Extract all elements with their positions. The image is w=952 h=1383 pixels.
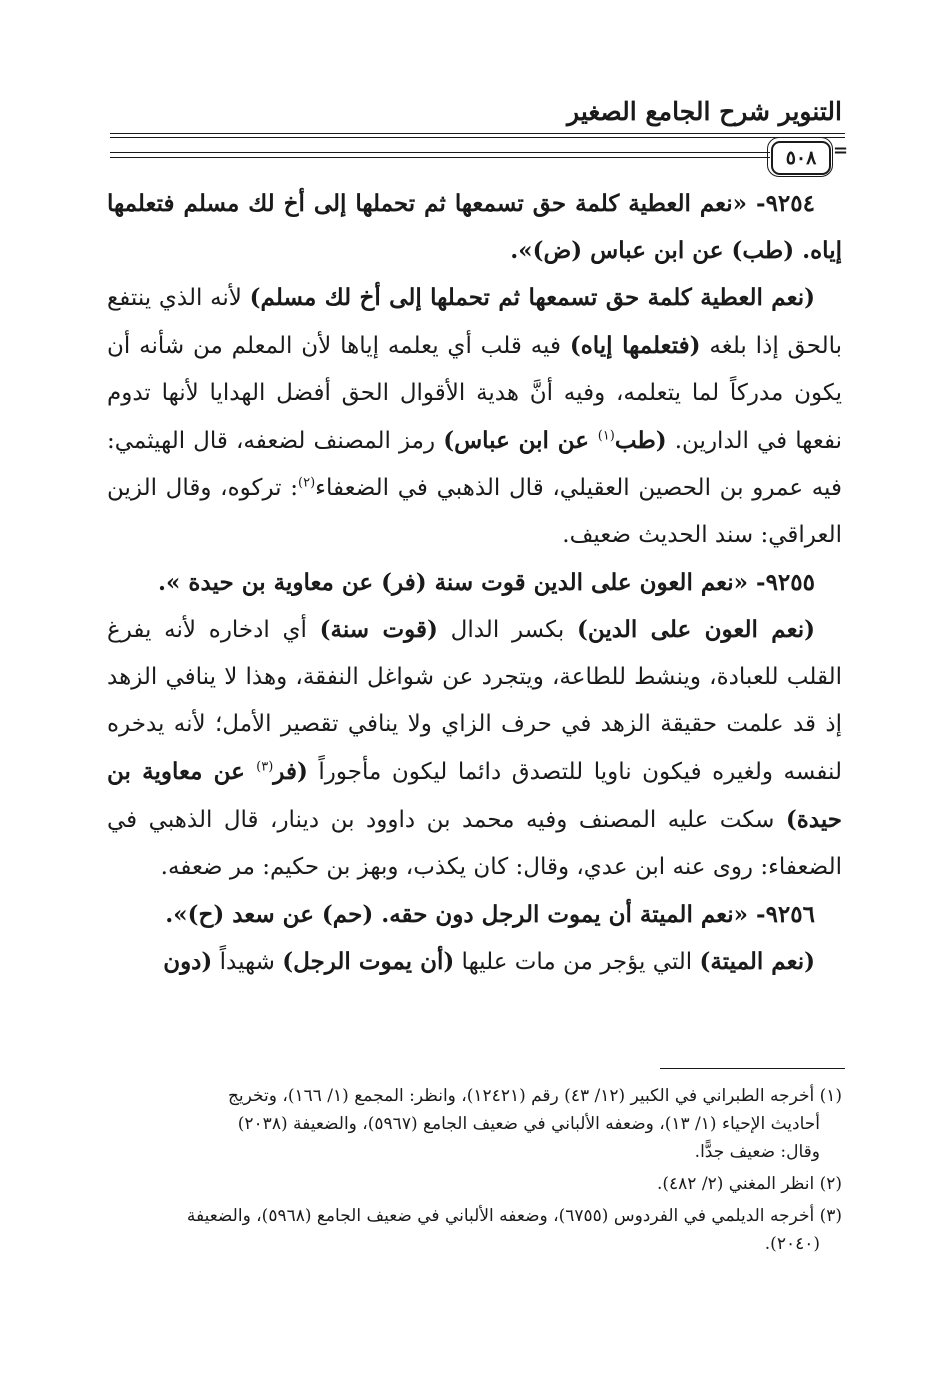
quoted-text: (فتعلمها إياه)	[569, 332, 701, 359]
commentary-text: شهيداً	[212, 949, 283, 975]
footnote-line: (١) أخرجه الطبراني في الكبير (١٢/ ٤٣) رقم (١٢٤٢١)، وانظر: المجمع (١/ ١٦٦)، وتخريج	[227, 1086, 842, 1106]
page-number-rule-1	[110, 152, 770, 153]
page-number-rule-2	[110, 157, 770, 158]
commentary-text: فيه قلب أي يعلمه إياها لأن المعلم من شأنه أن يكون مدركاً لما يتعلمه، وفيه أنَّ هدية الأقوال الحق أفضل الهدايا لأنها تدوم نفعها في الدارين.	[107, 333, 842, 454]
footnote-2	[107, 1170, 842, 1198]
quoted-text: (قوت سنة)	[319, 616, 438, 643]
footnote-ref-3[interactable]: (٣)	[256, 759, 274, 775]
page-number: ٥٠٨	[771, 141, 831, 175]
header-rule-bottom	[110, 137, 845, 138]
commentary-9255	[107, 606, 842, 891]
commentary-text: التي يؤجر من مات عليها	[454, 949, 700, 975]
footnote-separator	[660, 1068, 845, 1069]
quoted-text: (دون	[163, 948, 213, 975]
header-rule-top	[110, 133, 845, 134]
commentary-text: رمز المصنف لضعفه، قال الهيثمي: فيه عمرو بن الحصين العقيلي، قال الذهبي في الضعفاء	[107, 428, 842, 501]
footnotes	[107, 1082, 842, 1262]
footnote-ref-1[interactable]: (١)	[597, 428, 615, 444]
footnote-line: (٢٠٤٠).	[764, 1234, 820, 1254]
hadith-9255: ٩٢٥٥- «نعم العون على الدين قوت سنة (فر) عن معاوية بن حيدة ».	[158, 569, 815, 596]
quoted-text: (طب	[614, 427, 667, 454]
commentary-text: لأنه الذي ينتفع بالحق إذا بلغه	[107, 285, 842, 359]
quoted-text: (أن يموت الرجل)	[282, 948, 455, 975]
commentary-9254	[107, 274, 842, 559]
quoted-text: (نعم الميتة)	[699, 948, 815, 975]
commentary-9256	[107, 938, 842, 986]
footnote-ref-2[interactable]: (٢)	[298, 475, 316, 491]
main-text	[107, 180, 842, 986]
hadith-9254: ٩٢٥٤- «نعم العطية كلمة حق تسمعها ثم تحملها إلى أخ لك مسلم فتعلمها إياه. (طب) عن ابن عباس (ض)».	[107, 190, 842, 264]
commentary-text: أي ادخاره لأنه يفرغ القلب للعبادة، وينشط للطاعة، ويتجرد عن شواغل النفقة، وهذا لا ينافي الزهد إذ قد علمت حقيقة الزهد في حرف الزاي ولا ينافي تقصير الأمل؛ لأنه يدخره لنفسه ولغيره فيكون ناويا للتصدق دائما ليكون مأجوراً	[107, 617, 842, 785]
footnote-1	[107, 1082, 842, 1166]
quoted-text: عن معاوية بن حيدة)	[107, 758, 842, 833]
quoted-text: (فر	[273, 758, 308, 785]
footnote-3	[107, 1202, 842, 1258]
quoted-text: عن ابن عباس)	[443, 427, 598, 454]
quoted-text: (نعم العطية كلمة حق تسمعها ثم تحملها إلى أخ لك مسلم)	[249, 284, 815, 311]
quoted-text: (نعم العون على الدين)	[576, 616, 815, 643]
footnote-line: وقال: ضعيف جدًّا.	[694, 1142, 820, 1162]
footnote-line: (٣) أخرجه الديلمي في الفردوس (٦٧٥٥)، وضعفه الألباني في ضعيف الجامع (٥٩٦٨)، والضعيفة	[186, 1206, 842, 1226]
commentary-text: : تركوه، وقال الزين العراقي: سند الحديث ضعيف.	[107, 475, 842, 548]
running-title: التنوير شرح الجامع الصغير	[567, 97, 842, 126]
page-number-ornament: =	[833, 140, 849, 161]
hadith-9256: ٩٢٥٦- «نعم الميتة أن يموت الرجل دون حقه. (حم) عن سعد (ح)».	[165, 901, 815, 928]
commentary-text: سكت عليه المصنف وفيه محمد بن داوود بن دينار، قال الذهبي في الضعفاء: روى عنه ابن عدي، وقال: كان يكذب، وبهز بن حكيم: مر ضعفه.	[107, 807, 842, 880]
commentary-text: بكسر الدال	[437, 617, 577, 643]
footnote-line: أحاديث الإحياء (١/ ١٣)، وضعفه الألباني في ضعيف الجامع (٥٩٦٧)، والضعيفة (٢٠٣٨)	[237, 1114, 820, 1134]
footnote-line: (٢) انظر المغني (٢/ ٤٨٢).	[656, 1174, 842, 1194]
